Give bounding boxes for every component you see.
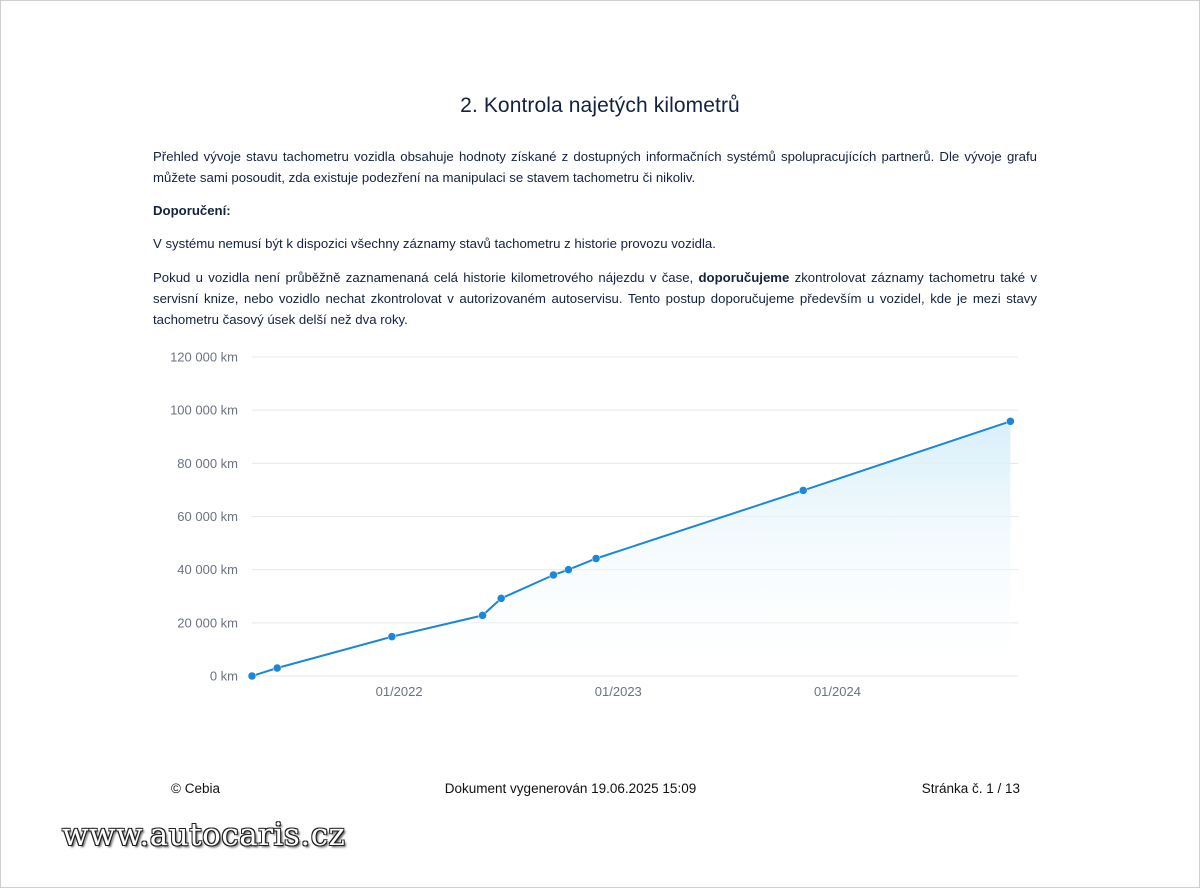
watermark: www.autocaris.cz (62, 817, 346, 853)
y-tick-label: 40 000 km (177, 562, 238, 578)
recommendation-heading: Doporučení: (153, 203, 231, 218)
y-tick-label: 80 000 km (177, 455, 238, 471)
x-tick-label: 01/2023 (594, 684, 642, 699)
data-point (1006, 417, 1014, 425)
advice-text-start: Pokud u vozidla není průběžně zaznamenaná celá historie kilometrového nájezdu v čase, (153, 270, 699, 285)
data-point (273, 664, 281, 672)
data-point (549, 571, 557, 579)
advice-emphasis: doporučujeme (698, 270, 790, 285)
data-point (799, 486, 807, 494)
page-title: 2. Kontrola najetých kilometrů (460, 94, 740, 117)
data-point (497, 594, 505, 602)
note-paragraph: V systému nemusí být k dispozici všechny záznamy stavů tachometru z historie provozu vozidla. (153, 236, 716, 251)
y-tick-label: 0 km (209, 668, 238, 684)
x-tick-label: 01/2024 (813, 684, 861, 699)
data-point (248, 672, 256, 680)
footer-page-number: Stránka č. 1 / 13 (921, 781, 1020, 796)
footer-generated: Dokument vygenerován 19.06.2025 15:09 (444, 781, 697, 796)
x-axis-ticks (376, 684, 861, 699)
x-tick-label: 01/2022 (375, 684, 423, 699)
y-tick-label: 120 000 km (170, 349, 238, 365)
data-point (564, 566, 572, 574)
intro-paragraph: Přehled vývoje stavu tachometru vozidla obsahuje hodnoty získané z dostupných informačních systémů spolupracujících partnerů. Dle vývoje grafu můžete sami posoudit, zda existuje podezření na manipulaci se stavem tachometru či nikoliv. (153, 149, 1037, 185)
footer-copyright: © Cebia (171, 781, 220, 796)
data-point (592, 555, 600, 563)
y-axis-ticks (170, 350, 238, 684)
y-tick-label: 20 000 km (177, 615, 238, 631)
y-tick-label: 100 000 km (170, 402, 238, 418)
data-point (388, 633, 396, 641)
mileage-chart (0, 340, 1200, 710)
y-tick-label: 60 000 km (177, 509, 238, 524)
data-point (479, 611, 487, 619)
advice-paragraph (153, 267, 1037, 330)
advice-text-end: zkontrolovat záznamy tachometru také v servisní knize, nebo vozidlo nechat zkontrolovat v autorizovaném autoservisu. Tento postup doporučujeme především u vozidel, kde je mezi stavy tachometru časový úsek delší než dva roky. (153, 270, 1037, 327)
